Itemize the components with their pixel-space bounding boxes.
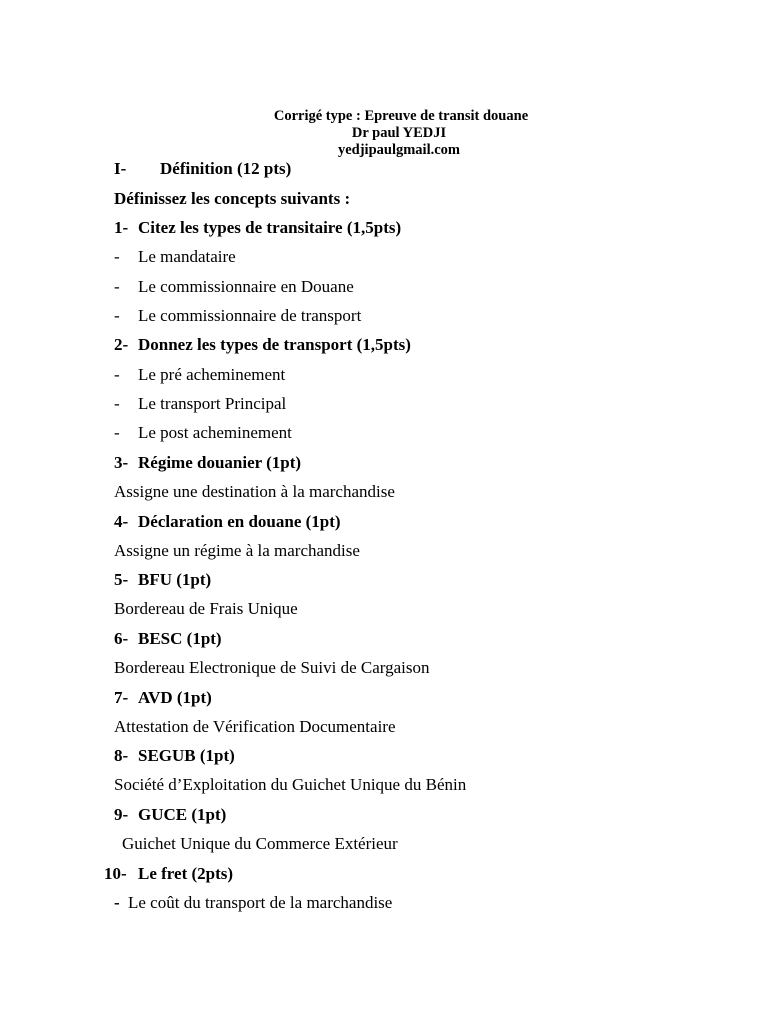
answer-text: Société d’Exploitation du Guichet Unique du Bénin — [114, 775, 467, 794]
question-number: 10- — [104, 864, 127, 883]
question-number: 8- — [114, 746, 129, 765]
list-item-text: Le commissionnaire de transport — [138, 306, 362, 325]
question-title: Régime douanier (1pt) — [138, 453, 302, 472]
question-number: 5- — [114, 570, 129, 589]
question-number: 9- — [114, 805, 129, 824]
question-title: Déclaration en douane (1pt) — [138, 512, 341, 531]
question-number: 1- — [114, 218, 129, 237]
question-title: SEGUB (1pt) — [138, 746, 235, 765]
question-number: 3- — [114, 453, 129, 472]
section-title: Définition (12 pts) — [160, 159, 292, 178]
question-number: 4- — [114, 512, 129, 531]
question-title: GUCE (1pt) — [138, 805, 227, 824]
answer-text: Bordereau de Frais Unique — [114, 599, 298, 618]
bullet-dash: - — [114, 423, 120, 442]
bullet-dash: - — [114, 893, 120, 912]
bullet-dash: - — [114, 277, 120, 296]
bullet-dash: - — [114, 394, 120, 413]
question-title: AVD (1pt) — [138, 688, 212, 707]
question-title: Le fret (2pts) — [138, 864, 234, 883]
list-item-text: Le transport Principal — [138, 394, 287, 413]
question-number: 2- — [114, 335, 129, 354]
question-title: BESC (1pt) — [138, 629, 222, 648]
answer-text: Assigne une destination à la marchandise — [114, 482, 395, 501]
list-item-text: Le commissionnaire en Douane — [138, 277, 354, 296]
instructions: Définissez les concepts suivants : — [114, 189, 351, 208]
bullet-dash: - — [114, 306, 120, 325]
bullet-dash: - — [114, 365, 120, 384]
question-title: BFU (1pt) — [138, 570, 212, 589]
question-number: 7- — [114, 688, 129, 707]
bullet-dash: - — [114, 247, 120, 266]
list-item-text: Le post acheminement — [138, 423, 292, 442]
document-author: Dr paul YEDJI — [351, 125, 447, 141]
document-email: yedjipaulgmail.com — [337, 142, 461, 158]
list-item-text: Le mandataire — [138, 247, 236, 266]
answer-text: Guichet Unique du Commerce Extérieur — [122, 834, 398, 853]
question-number: 6- — [114, 629, 129, 648]
document-header — [0, 108, 768, 159]
answer-text: Bordereau Electronique de Suivi de Cargaison — [114, 658, 430, 677]
question-title: Donnez les types de transport (1,5pts) — [138, 335, 411, 354]
answer-text: Le coût du transport de la marchandise — [128, 893, 393, 912]
answer-text: Assigne un régime à la marchandise — [114, 541, 360, 560]
document-title: Corrigé type : Epreuve de transit douane — [273, 108, 529, 124]
question-title: Citez les types de transitaire (1,5pts) — [138, 218, 402, 237]
list-item-text: Le pré acheminement — [138, 365, 286, 384]
section-number: I- — [114, 159, 127, 178]
answer-text: Attestation de Vérification Documentaire — [114, 717, 396, 736]
